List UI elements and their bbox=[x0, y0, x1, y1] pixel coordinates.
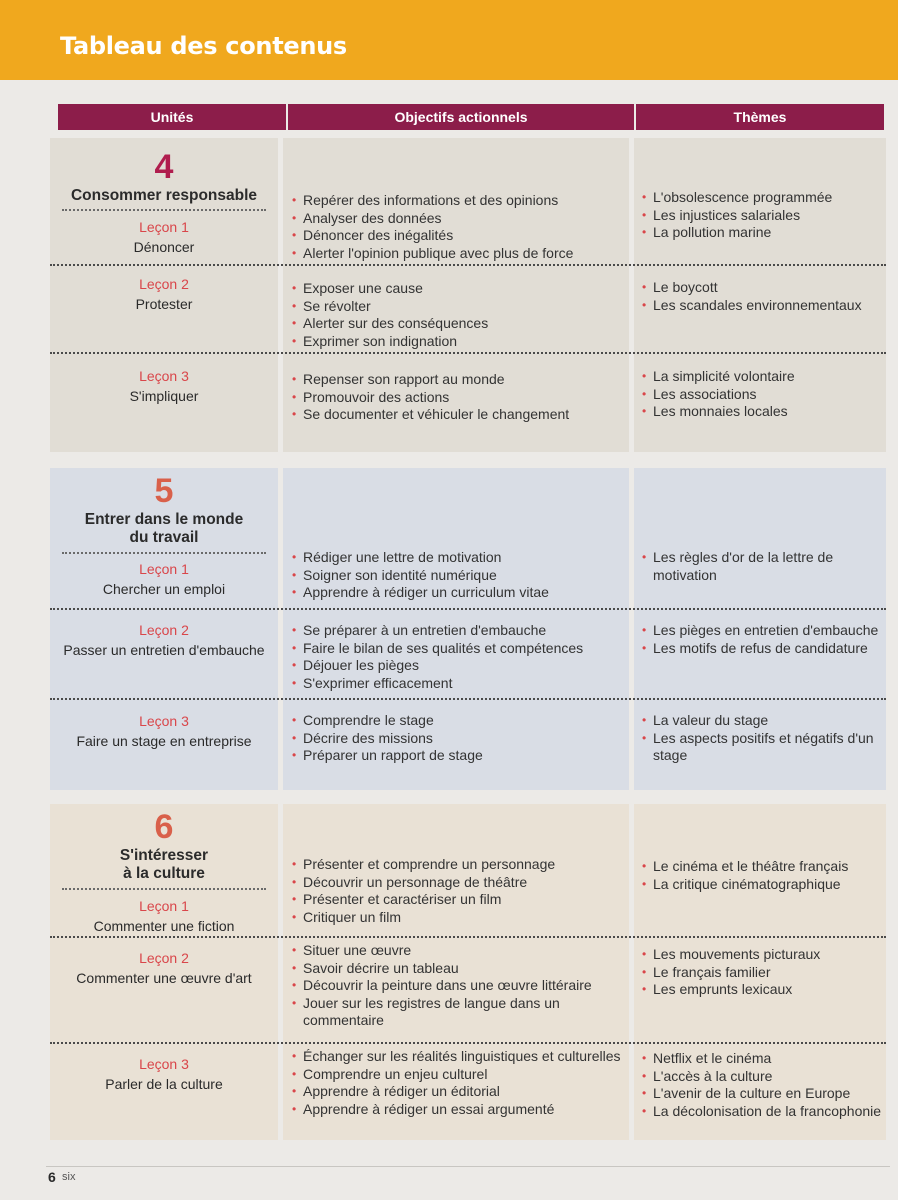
row-divider bbox=[50, 698, 886, 700]
lesson-4-3 bbox=[50, 366, 278, 406]
list-item: • L'obsolescence programmée bbox=[642, 189, 886, 207]
list-item: • La valeur du stage bbox=[642, 712, 886, 730]
list-item: • Apprendre à rédiger un essai argumenté bbox=[292, 1101, 628, 1119]
themes-list bbox=[642, 189, 886, 242]
list-item: • Savoir décrire un tableau bbox=[292, 960, 628, 978]
dotted-divider bbox=[62, 209, 266, 211]
list-item: • Les emprunts lexicaux bbox=[642, 981, 886, 999]
lesson-number: Leçon 2 bbox=[139, 950, 189, 966]
list-item: • Se préparer à un entretien d'embauche bbox=[292, 622, 628, 640]
page-number: 6 bbox=[48, 1169, 56, 1185]
list-item: • L'avenir de la culture en Europe bbox=[642, 1085, 886, 1103]
list-item: • Les scandales environnementaux bbox=[642, 297, 886, 315]
list-item: • Netflix et le cinéma bbox=[642, 1050, 886, 1068]
lesson-title: Dénoncer bbox=[133, 239, 195, 255]
lesson-title: Faire un stage en entreprise bbox=[76, 733, 252, 749]
unit-6 bbox=[50, 804, 886, 1140]
lesson-number: Leçon 1 bbox=[139, 898, 189, 914]
objectifs-list bbox=[292, 192, 628, 262]
list-item: • Les injustices salariales bbox=[642, 207, 886, 225]
lesson-4-1 bbox=[50, 217, 278, 257]
list-item: • Analyser des données bbox=[292, 210, 628, 228]
list-item: • Rédiger une lettre de motivation bbox=[292, 549, 628, 567]
lesson-6-2 bbox=[50, 948, 278, 988]
unit-5 bbox=[50, 468, 886, 790]
list-item: • Présenter et comprendre un personnage bbox=[292, 856, 628, 874]
list-item: • Déjouer les pièges bbox=[292, 657, 628, 675]
lesson-title: S'impliquer bbox=[129, 388, 199, 404]
lesson-number: Leçon 2 bbox=[139, 622, 189, 638]
list-item: • Comprendre le stage bbox=[292, 712, 628, 730]
list-item: • Découvrir la peinture dans une œuvre littéraire bbox=[292, 977, 628, 995]
lesson-number: Leçon 3 bbox=[139, 713, 189, 729]
themes-list bbox=[642, 1050, 886, 1120]
list-item: • Jouer sur les registres de langue dans un commentaire bbox=[292, 995, 628, 1030]
lesson-title: Protester bbox=[135, 296, 193, 312]
list-item: • Les associations bbox=[642, 386, 886, 404]
lesson-title: Chercher un emploi bbox=[102, 581, 226, 597]
lesson-5-3 bbox=[50, 711, 278, 751]
unit-4 bbox=[50, 138, 886, 452]
list-item: • Faire le bilan de ses qualités et compétences bbox=[292, 640, 628, 658]
themes-list bbox=[642, 712, 886, 765]
themes-list bbox=[642, 622, 886, 657]
list-item: • Comprendre un enjeu culturel bbox=[292, 1066, 628, 1084]
list-item: • Repenser son rapport au monde bbox=[292, 371, 628, 389]
list-item: • Apprendre à rédiger un curriculum vitae bbox=[292, 584, 628, 602]
page-title: Tableau des contenus bbox=[60, 32, 347, 60]
themes-list bbox=[642, 279, 886, 314]
page-number-word: six bbox=[62, 1171, 76, 1183]
list-item: • Se documenter et véhiculer le changement bbox=[292, 406, 628, 424]
objectifs-list bbox=[292, 712, 628, 765]
list-item: • Les règles d'or de la lettre de motivation bbox=[642, 549, 886, 584]
objectifs-list bbox=[292, 622, 628, 692]
list-item: • Présenter et caractériser un film bbox=[292, 891, 628, 909]
column-header-themes: Thèmes bbox=[636, 104, 884, 130]
list-item: • Les pièges en entretien d'embauche bbox=[642, 622, 886, 640]
unit-number: 6 bbox=[154, 808, 174, 846]
row-divider bbox=[50, 352, 886, 354]
lesson-number: Leçon 1 bbox=[139, 219, 189, 235]
objectifs-list bbox=[292, 942, 628, 1030]
list-item: • Les motifs de refus de candidature bbox=[642, 640, 886, 658]
lesson-5-2 bbox=[50, 620, 278, 660]
list-item: • Exposer une cause bbox=[292, 280, 628, 298]
list-item: • Situer une œuvre bbox=[292, 942, 628, 960]
column-header-objectifs: Objectifs actionnels bbox=[288, 104, 634, 130]
list-item: • Alerter l'opinion publique avec plus de force bbox=[292, 245, 628, 263]
lesson-title: Commenter une œuvre d'art bbox=[76, 970, 252, 986]
lesson-title: Passer un entretien d'embauche bbox=[63, 642, 265, 658]
lesson-6-3 bbox=[50, 1054, 278, 1094]
lesson-number: Leçon 3 bbox=[139, 368, 189, 384]
lesson-5-1 bbox=[50, 559, 278, 599]
list-item: • Critiquer un film bbox=[292, 909, 628, 927]
list-item: • Promouvoir des actions bbox=[292, 389, 628, 407]
unit-number: 4 bbox=[154, 148, 174, 186]
lesson-title: Parler de la culture bbox=[105, 1076, 223, 1092]
list-item: • Découvrir un personnage de théâtre bbox=[292, 874, 628, 892]
dotted-divider bbox=[62, 888, 266, 890]
unit-title: S'intéresser à la culture bbox=[119, 847, 209, 882]
dotted-divider bbox=[62, 552, 266, 554]
list-item: • La critique cinématographique bbox=[642, 876, 886, 894]
list-item: • La simplicité volontaire bbox=[642, 368, 886, 386]
column-header-unites: Unités bbox=[58, 104, 286, 130]
list-item: • La pollution marine bbox=[642, 224, 886, 242]
list-item: • Les aspects positifs et négatifs d'un stage bbox=[642, 730, 886, 765]
objectifs-list bbox=[292, 1048, 628, 1118]
list-item: • Se révolter bbox=[292, 298, 628, 316]
lesson-4-2 bbox=[50, 274, 278, 314]
lesson-6-1 bbox=[50, 896, 278, 936]
objectifs-list bbox=[292, 371, 628, 424]
themes-list bbox=[642, 858, 886, 893]
unit-title: Entrer dans le monde du travail bbox=[84, 511, 244, 546]
list-item: • Soigner son identité numérique bbox=[292, 567, 628, 585]
list-item: • Alerter sur des conséquences bbox=[292, 315, 628, 333]
lesson-number: Leçon 3 bbox=[139, 1056, 189, 1072]
themes-list bbox=[642, 946, 886, 999]
themes-list bbox=[642, 549, 886, 584]
list-item: • Repérer des informations et des opinions bbox=[292, 192, 628, 210]
list-item: • Le boycott bbox=[642, 279, 886, 297]
row-divider bbox=[50, 936, 886, 938]
list-item: • Le cinéma et le théâtre français bbox=[642, 858, 886, 876]
list-item: • Dénoncer des inégalités bbox=[292, 227, 628, 245]
footer-divider bbox=[46, 1166, 890, 1167]
row-divider bbox=[50, 264, 886, 266]
row-divider bbox=[50, 608, 886, 610]
lesson-title: Commenter une fiction bbox=[93, 918, 235, 934]
list-item: • Décrire des missions bbox=[292, 730, 628, 748]
list-item: • Préparer un rapport de stage bbox=[292, 747, 628, 765]
list-item: • Les monnaies locales bbox=[642, 403, 886, 421]
contents-table bbox=[46, 92, 890, 1142]
list-item: • L'accès à la culture bbox=[642, 1068, 886, 1086]
lesson-number: Leçon 1 bbox=[139, 561, 189, 577]
themes-list bbox=[642, 368, 886, 421]
row-divider bbox=[50, 1042, 886, 1044]
objectifs-list bbox=[292, 856, 628, 926]
list-item: • S'exprimer efficacement bbox=[292, 675, 628, 693]
unit-number: 5 bbox=[154, 472, 174, 510]
list-item: • Exprimer son indignation bbox=[292, 333, 628, 351]
unit-title: Consommer responsable bbox=[70, 187, 258, 204]
list-item: • Échanger sur les réalités linguistiques et culturelles bbox=[292, 1048, 628, 1066]
list-item: • Les mouvements picturaux bbox=[642, 946, 886, 964]
list-item: • Le français familier bbox=[642, 964, 886, 982]
objectifs-list bbox=[292, 549, 628, 602]
list-item: • La décolonisation de la francophonie bbox=[642, 1103, 886, 1121]
lesson-number: Leçon 2 bbox=[139, 276, 189, 292]
objectifs-list bbox=[292, 280, 628, 350]
list-item: • Apprendre à rédiger un éditorial bbox=[292, 1083, 628, 1101]
